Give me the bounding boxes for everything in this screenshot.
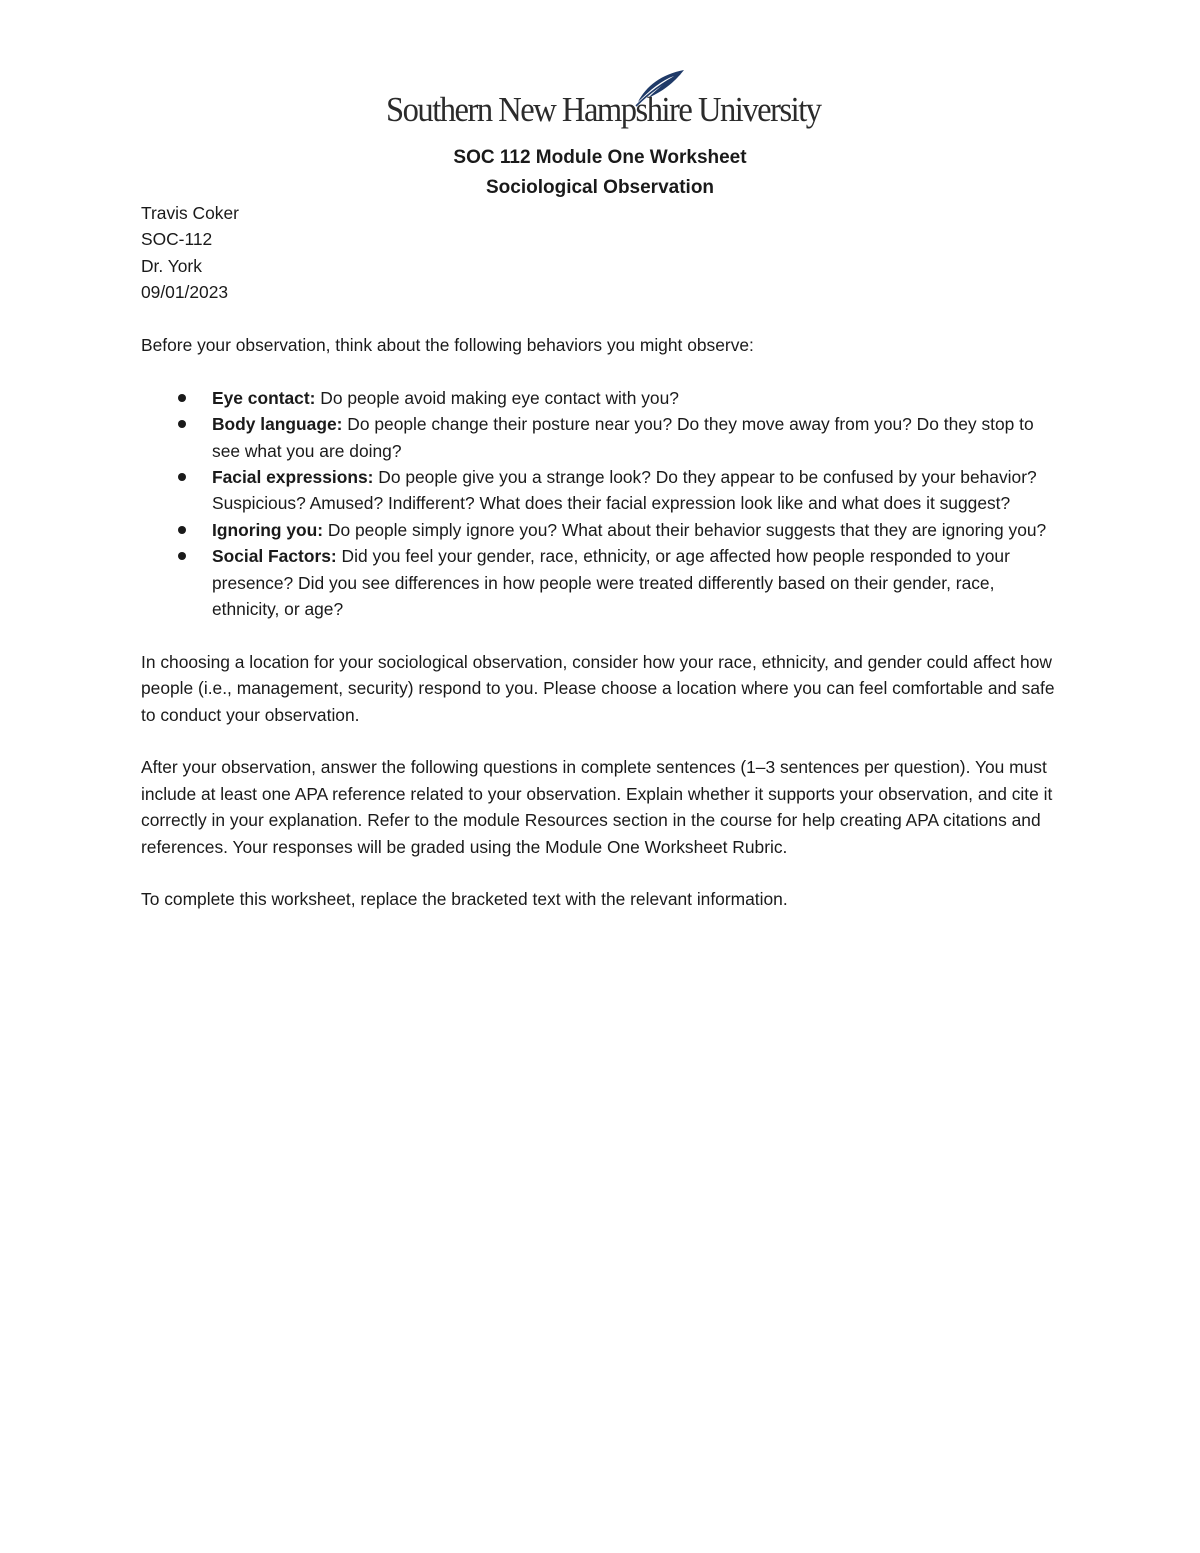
- bullet-icon: [178, 420, 186, 428]
- document-title: [0, 143, 1200, 203]
- list-item: [141, 517, 1066, 543]
- bullet-icon: [178, 473, 186, 481]
- behavior-label: Body language:: [212, 414, 343, 435]
- behavior-list: [141, 385, 1066, 623]
- behavior-text: Do people simply ignore you? What about their behavior suggests that they are ignoring you?: [323, 519, 1047, 540]
- intro-paragraph: Before your observation, think about the following behaviors you might observe:: [141, 335, 754, 356]
- instructor-name: Dr. York: [141, 255, 202, 276]
- worksheet-title: SOC 112 Module One Worksheet: [453, 147, 747, 168]
- list-item: [141, 411, 1066, 464]
- instructions-paragraph: After your observation, answer the following questions in complete sentences (1–3 sentences per question). You must include at least one APA reference related to your observation. Explain whether it supports your observation, and cite it correctly in your explanation. Refer to the module Resources section in the course for help creating APA citations and references. Your responses will be graded using the Module One Worksheet Rubric.: [141, 757, 1053, 857]
- list-item: [141, 543, 1066, 622]
- behavior-label: Eye contact:: [212, 387, 316, 408]
- worksheet-subtitle: Sociological Observation: [485, 177, 715, 198]
- behavior-text: Do people give you a strange look? Do they appear to be confused by your behavior? Suspicious? Amused? Indifferent? What does their facial expression look like and what does it suggest?: [212, 467, 1037, 514]
- list-item: [141, 385, 1066, 411]
- document-body: [141, 200, 1066, 913]
- student-name: Travis Coker: [141, 203, 239, 223]
- bullet-icon: [178, 526, 186, 534]
- bullet-icon: [178, 552, 186, 560]
- behavior-text: Do people avoid making eye contact with you?: [315, 387, 679, 408]
- behavior-label: Ignoring you:: [212, 519, 324, 540]
- behavior-label: Facial expressions:: [212, 467, 374, 488]
- behavior-text: Did you feel your gender, race, ethnicity, or age affected how people responded to your presence? Did you see differences in how people were treated differently based on their gender, race, ethnicity, or age?: [212, 546, 1010, 620]
- submission-date: 09/01/2023: [141, 282, 229, 303]
- bullet-icon: [178, 394, 186, 402]
- location-paragraph: In choosing a location for your sociological observation, consider how your race, ethnicity, and gender could affect how people (i.e., management, security) respond to you. Please choose a location where you can feel comfortable and safe to conduct your observation.: [141, 651, 1055, 725]
- behavior-label: Social Factors:: [212, 546, 337, 567]
- list-item: [141, 464, 1066, 517]
- course-code: SOC-112: [141, 229, 213, 250]
- university-name: Southern New Hampshire University: [386, 90, 821, 129]
- behavior-text: Do people change their posture near you? Do they move away from you? Do they stop to see what you are doing?: [212, 414, 1034, 461]
- completion-paragraph: To complete this worksheet, replace the bracketed text with the relevant information.: [141, 889, 788, 910]
- university-logo: [386, 68, 821, 134]
